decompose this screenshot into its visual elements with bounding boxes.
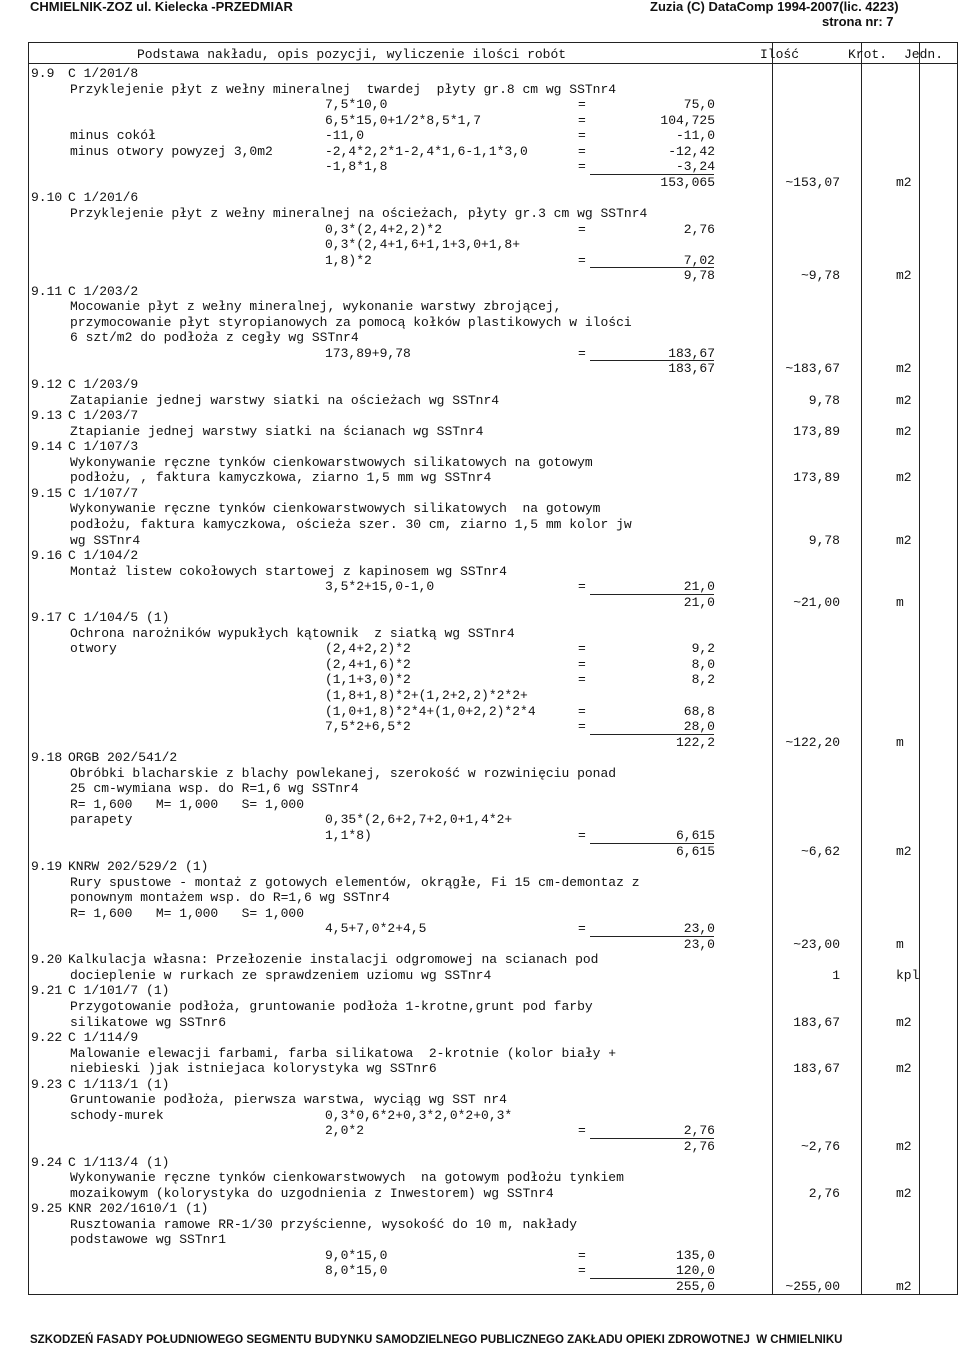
item-description: Przygotowanie podłoża, gruntowanie podłoża 1-krotne,grunt pod farby — [70, 999, 593, 1014]
item-unit: m2 — [896, 423, 912, 439]
calc-expression: 4,5+7,0*2+4,5 — [325, 921, 427, 937]
calc-value: 68,8 — [683, 703, 715, 719]
item-unit: kpl — [896, 967, 920, 983]
calc-value: -3,24 — [675, 159, 715, 175]
calc-value: 8,0 — [691, 656, 715, 672]
calc-label: schody-murek — [70, 1107, 164, 1123]
item-unit: m2 — [896, 1061, 912, 1077]
item-number: 9.21 — [31, 983, 63, 999]
calc-expression: 0,3*(2,4+2,2)*2 — [325, 221, 443, 237]
item-quantity: ~6,62 — [800, 843, 840, 859]
item-code: Kalkulacja własna: Przełozenie instalacji odgromowej na scianach pod — [68, 952, 599, 968]
header-right: Zuzia (C) DataComp 1994-2007(lic. 4223) — [650, 0, 899, 14]
calc-value: 120,0 — [675, 1263, 715, 1279]
item-description: R= 1,600 M= 1,000 S= 1,000 — [70, 796, 305, 812]
item-quantity: 9,78 — [808, 532, 840, 548]
item-number: 9.12 — [31, 377, 63, 392]
calc-expression: 1,1*8) — [325, 827, 372, 843]
document-footer: SZKODZEŃ FASADY POŁUDNIOWEGO SEGMENTU BUDYNKU SAMODZIELNEGO PUBLICZNEGO ZAKŁADU OPIEKI ZDROWOTNEJ W CHMIELNIKU — [30, 1334, 843, 1346]
item-number: 9.9 — [31, 66, 55, 81]
item-description: podłożu, , faktura kamyczkowa, ziarno 1,5 mm wg SSTnr4 — [70, 470, 492, 486]
item-unit: m2 — [896, 174, 912, 190]
item-unit: m2 — [896, 1278, 912, 1294]
calc-equals: = — [578, 703, 586, 719]
calc-expression: 7,5*2+6,5*2 — [325, 719, 411, 735]
item-code: KNRW 202/529/2 (1) — [68, 859, 209, 875]
item-description: przymocowanie płyt styropianowych za pomocą kołków plastikowych w ilości — [70, 314, 632, 330]
calc-expression: 7,5*10,0 — [325, 97, 388, 113]
calc-value: 8,2 — [691, 672, 715, 688]
item-description: Malowanie elewacji farbami, farba silikatowa 2-krotnie (kolor biały + — [70, 1045, 617, 1061]
page-number: strona nr: 7 — [822, 14, 894, 29]
item-code: C 1/203/2 — [68, 283, 139, 299]
item-quantity: ~2,76 — [800, 1138, 840, 1154]
item-unit: m2 — [896, 1014, 912, 1030]
calc-equals: = — [578, 221, 586, 237]
item-quantity: 173,89 — [793, 423, 840, 439]
item-quantity: 9,78 — [808, 392, 840, 408]
calc-expression: (2,4+2,2)*2 — [325, 641, 411, 657]
item-code: C 1/203/9 — [68, 377, 139, 392]
item-description: 6 szt/m2 do podłoża z cegły wg SSTnr4 — [70, 330, 359, 346]
calc-expression: 2,0*2 — [325, 1123, 365, 1139]
calc-equals: = — [578, 641, 586, 657]
item-code: C 1/203/7 — [68, 408, 139, 424]
calc-equals: = — [578, 656, 586, 672]
item-description: Ochrona narożników wypukłych kątownik z siatką wg SSTnr4 — [70, 625, 515, 641]
calc-label: parapety — [70, 812, 133, 828]
calc-expression: 0,35*(2,6+2,7+2,0+1,4*2+ — [325, 812, 513, 828]
item-unit: m2 — [896, 1138, 912, 1154]
calc-expression: (1,0+1,8)*2*4+(1,0+2,2)*2*4 — [325, 703, 536, 719]
item-quantity: ~9,78 — [800, 268, 840, 284]
item-description: R= 1,600 M= 1,000 S= 1,000 — [70, 905, 305, 921]
calc-value: 183,67 — [668, 345, 715, 361]
calc-expression: -1,8*1,8 — [325, 159, 388, 175]
item-code: C 1/113/4 (1) — [68, 1154, 170, 1170]
item-description: Gruntowanie podłoża, pierwsza warstwa, wyciąg wg SST nr4 — [70, 1092, 507, 1108]
item-number: 9.14 — [31, 439, 63, 455]
item-number: 9.13 — [31, 408, 63, 424]
item-unit: m2 — [896, 532, 912, 548]
item-description: wg SSTnr4 — [70, 532, 141, 548]
item-unit: m2 — [896, 1185, 912, 1201]
item-code: C 1/201/6 — [68, 190, 139, 206]
item-total: 21,0 — [683, 594, 715, 610]
calc-value: 7,02 — [683, 252, 715, 268]
krot-column-divider — [861, 43, 862, 1294]
item-unit: m2 — [896, 392, 912, 408]
calc-equals: = — [578, 128, 586, 144]
item-quantity: 173,89 — [793, 470, 840, 486]
item-description: ponownym montażem wsp. do R=1,6 wg SSTnr4 — [70, 890, 390, 906]
item-quantity: 183,67 — [793, 1014, 840, 1030]
item-number: 9.24 — [31, 1154, 63, 1170]
calc-equals: = — [578, 159, 586, 175]
item-number: 9.15 — [31, 485, 63, 501]
item-number: 9.18 — [31, 750, 63, 766]
item-description: Obróbki blacharskie z blachy powlekanej, szerokość w rozwinięciu ponad — [70, 765, 617, 781]
item-quantity: 2,76 — [808, 1185, 840, 1201]
calc-value: -12,42 — [668, 143, 715, 159]
calc-expression: 0,3*(2,4+1,6+1,1+3,0+1,8+ — [325, 237, 521, 253]
calc-value: 104,725 — [660, 112, 715, 128]
unit-column-divider — [919, 43, 920, 1294]
item-description: Wykonywanie ręczne tynków cienkowarstwowych silikatowych na gotowym — [70, 454, 593, 470]
calc-equals: = — [578, 1247, 586, 1263]
item-description: mozaikowym (kolorystyka do uzgodnienia z Inwestorem) wg SSTnr4 — [70, 1185, 554, 1201]
item-unit: m — [896, 594, 904, 610]
item-description: silikatowe wg SSTnr6 — [70, 1014, 227, 1030]
item-number: 9.19 — [31, 859, 63, 875]
column-header-desc: Podstawa nakładu, opis pozycji, wyliczenie ilości robót — [137, 47, 567, 62]
calc-expression: 0,3*0,6*2+0,3*2,0*2+0,3* — [325, 1107, 513, 1123]
calc-equals: = — [578, 252, 586, 268]
calc-value: 2,76 — [683, 1123, 715, 1139]
item-unit: m — [896, 734, 904, 750]
item-code: KNR 202/1610/1 (1) — [68, 1201, 209, 1217]
calc-expression: 9,0*15,0 — [325, 1247, 388, 1263]
item-description: Rusztowania ramowe RR-1/30 przyścienne, wysokość do 10 m, nakłady — [70, 1216, 578, 1232]
calc-expression: 6,5*15,0+1/2*8,5*1,7 — [325, 112, 482, 128]
item-unit: m2 — [896, 843, 912, 859]
calc-equals: = — [578, 719, 586, 735]
item-quantity: ~23,00 — [793, 936, 840, 952]
item-description: Wykonywanie ręczne tynków cienkowarstwowych na gotowym podłożu tynkiem — [70, 1170, 624, 1186]
calc-equals: = — [578, 345, 586, 361]
calc-expression: 173,89+9,78 — [325, 345, 411, 361]
item-code: C 1/107/7 — [68, 485, 139, 501]
calc-expression: 8,0*15,0 — [325, 1263, 388, 1279]
calc-equals: = — [578, 97, 586, 113]
column-header-krot: Krot. — [848, 47, 888, 62]
item-description: podstawowe wg SSTnr1 — [70, 1232, 227, 1248]
calc-equals: = — [578, 579, 586, 595]
item-total: 6,615 — [675, 843, 715, 859]
item-unit: m2 — [896, 361, 912, 377]
calc-value: 21,0 — [683, 579, 715, 595]
calc-expression: (2,4+1,6)*2 — [325, 656, 411, 672]
item-unit: m — [896, 936, 904, 952]
calc-value: 6,615 — [675, 827, 715, 843]
calc-value: 9,2 — [691, 641, 715, 657]
item-quantity: ~153,07 — [785, 174, 840, 190]
calc-equals: = — [578, 1263, 586, 1279]
calc-expression: -2,4*2,2*1-2,4*1,6-1,1*3,0 — [325, 143, 528, 159]
calc-expression: 3,5*2+15,0-1,0 — [325, 579, 435, 595]
item-code: C 1/104/2 — [68, 548, 139, 564]
item-quantity: ~255,00 — [785, 1278, 840, 1294]
item-description: Montaż listew cokołowych startowej z kapinosem wg SSTnr4 — [70, 563, 507, 579]
item-total: 153,065 — [660, 174, 715, 190]
column-header-unit: Jedn. — [904, 47, 944, 62]
item-code: ORGB 202/541/2 — [68, 750, 178, 766]
calc-value: 23,0 — [683, 921, 715, 937]
calc-expression: (1,8+1,8)*2+(1,2+2,2)*2*2+ — [325, 688, 528, 703]
item-quantity: 183,67 — [793, 1061, 840, 1077]
item-number: 9.20 — [31, 952, 63, 968]
item-total: 183,67 — [668, 361, 715, 377]
item-code: C 1/107/3 — [68, 439, 139, 455]
calc-value: 2,76 — [683, 221, 715, 237]
header-separator — [29, 63, 957, 64]
item-number: 9.22 — [31, 1030, 63, 1046]
item-unit: m2 — [896, 470, 912, 486]
item-code: C 1/113/1 (1) — [68, 1076, 170, 1092]
item-total: 255,0 — [675, 1278, 715, 1294]
header-left: CHMIELNIK-ZOZ ul. Kielecka -PRZEDMIAR — [30, 0, 293, 14]
calc-label: otwory — [70, 641, 117, 657]
calc-value: 28,0 — [683, 719, 715, 735]
item-description: podłożu, faktura kamyczkowa, ościeża szer. 30 cm, ziarno 1,5 mm kolor jw — [70, 516, 632, 532]
item-quantity: ~122,20 — [785, 734, 840, 750]
item-quantity: 1 — [832, 967, 840, 983]
item-code: C 1/201/8 — [68, 66, 139, 81]
calc-equals: = — [578, 921, 586, 937]
calc-equals: = — [578, 143, 586, 159]
item-number: 9.25 — [31, 1201, 63, 1217]
calc-value: 135,0 — [675, 1247, 715, 1263]
item-quantity: ~21,00 — [793, 594, 840, 610]
calc-expression: 1,8)*2 — [325, 252, 372, 268]
item-code: C 1/114/9 — [68, 1030, 139, 1046]
calc-equals: = — [578, 112, 586, 128]
item-description: Przyklejenie płyt z wełny mineralnej na ościeżach, płyty gr.3 cm wg SSTnr4 — [70, 205, 648, 221]
item-number: 9.16 — [31, 548, 63, 564]
calc-value: -11,0 — [675, 128, 715, 144]
calc-equals: = — [578, 1123, 586, 1139]
item-description: niebieski )jak istniejaca kolorystyka wg SSTnr6 — [70, 1061, 437, 1077]
calc-equals: = — [578, 827, 586, 843]
item-description: Przyklejenie płyt z wełny mineralnej twardej płyty gr.8 cm wg SSTnr4 — [70, 81, 617, 97]
item-description: Zatapianie jednej warstwy siatki na ościeżach wg SSTnr4 — [70, 392, 500, 408]
item-description: Wykonywanie ręczne tynków cienkowarstwowych silikatowych na gotowym — [70, 501, 601, 517]
item-description: Rury spustowe - montaż z gotowych elementów, okrągłe, Fi 15 cm-demontaz z — [70, 874, 640, 890]
item-description: Ztapianie jednej warstwy siatki na ścianach wg SSTnr4 — [70, 423, 484, 439]
item-total: 122,2 — [675, 734, 715, 750]
calc-value: 75,0 — [683, 97, 715, 113]
calc-expression: -11,0 — [325, 128, 365, 144]
item-total: 23,0 — [683, 936, 715, 952]
item-number: 9.11 — [31, 283, 63, 299]
item-total: 9,78 — [683, 268, 715, 284]
calc-label: minus otwory powyzej 3,0m2 — [70, 143, 273, 159]
calc-equals: = — [578, 672, 586, 688]
item-quantity: ~183,67 — [785, 361, 840, 377]
item-number: 9.17 — [31, 610, 63, 626]
column-header-qty: Ilość — [760, 47, 800, 62]
calc-expression: (1,1+3,0)*2 — [325, 672, 411, 688]
item-description: docieplenie w rurkach ze sprawdzeniem uziomu wg SSTnr4 — [70, 967, 492, 983]
item-number: 9.10 — [31, 190, 63, 206]
item-total: 2,76 — [683, 1138, 715, 1154]
qty-column-divider — [772, 43, 773, 1294]
item-code: C 1/104/5 (1) — [68, 610, 170, 626]
item-code: C 1/101/7 (1) — [68, 983, 170, 999]
item-number: 9.23 — [31, 1076, 63, 1092]
item-description: Mocowanie płyt z wełny mineralnej, wykonanie warstwy zbrojącej, — [70, 299, 562, 315]
item-description: 25 cm-wymiana wsp. do R=1,6 wg SSTnr4 — [70, 781, 359, 797]
calc-label: minus cokół — [70, 128, 156, 144]
item-unit: m2 — [896, 268, 912, 284]
